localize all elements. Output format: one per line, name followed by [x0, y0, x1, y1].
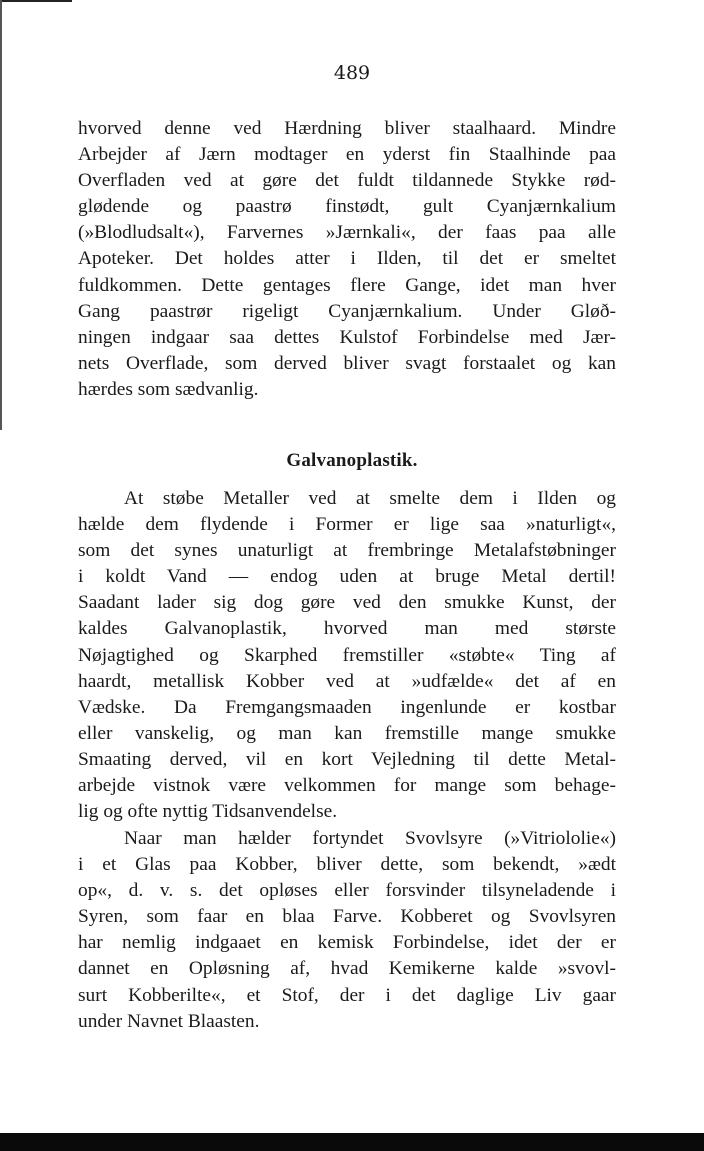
- paragraph-2: [78, 486, 616, 825]
- text-line: Nøjagtighed og Skarphed fremstiller «støbte« Ting af: [78, 644, 616, 666]
- text-line: har nemlig indgaaet en kemisk Forbindelse, idet der er: [78, 932, 616, 954]
- text-line: surt Kobberilte«, et Stof, der i det daglige Liv gaar: [78, 984, 616, 1006]
- text-line: op«, d. v. s. det opløses eller forsvinder tilsyneladende i: [78, 880, 616, 902]
- text-line: haardt, metallisk Kobber ved at »udfælde« det af en: [78, 670, 616, 692]
- paragraph-3: [78, 826, 616, 1035]
- text-line: At støbe Metaller ved at smelte dem i Ilden og: [124, 488, 616, 509]
- text-line: Naar man hælder fortyndet Svovlsyre (»Vitriololie«): [124, 828, 616, 849]
- text-line: Overfladen ved at gøre det fuldt tildannede Stykke rød-: [78, 170, 616, 192]
- page-number: 489: [333, 62, 371, 84]
- text-line: eller vanskelig, og man kan fremstille mange smukke: [78, 722, 616, 744]
- text-line: Saadant lader sig dog gøre ved den smukke Kunst, der: [78, 592, 616, 614]
- text-line: Syren, som faar en blaa Farve. Kobberet og Svovlsyren: [78, 906, 616, 928]
- scan-bottom-border: [0, 1133, 704, 1151]
- text-line: fuldkommen. Dette gentages flere Gange, idet man hver: [78, 274, 616, 296]
- text-line: i et Glas paa Kobber, bliver dette, som bekendt, »ædt: [78, 854, 616, 876]
- text-line: under Navnet Blaasten.: [78, 1010, 260, 1032]
- text-line: ningen indgaar saa dettes Kulstof Forbindelse med Jær-: [78, 326, 616, 348]
- text-line: Apoteker. Det holdes atter i Ilden, til det er smeltet: [78, 248, 616, 270]
- text-line: arbejde vistnok være velkommen for mange som behage-: [78, 775, 616, 797]
- text-line: i koldt Vand — endog uden at bruge Metal dertil!: [78, 566, 616, 588]
- text-line: kaldes Galvanoplastik, hvorved man med største: [78, 618, 616, 640]
- text-line: glødende og paastrø finstødt, gult Cyanjærnkalium: [78, 196, 616, 218]
- text-line: Vædske. Da Fremgangsmaaden ingenlunde er kostbar: [78, 696, 616, 718]
- section-title: Galvanoplastik.: [286, 450, 418, 471]
- text-line: som det synes unaturligt at frembringe Metalafstøbninger: [78, 540, 616, 562]
- text-line: Gang paastrør rigeligt Cyanjærnkalium. Under Gløð-: [78, 300, 616, 322]
- text-line: dannet en Opløsning af, hvad Kemikerne kalde »svovl-: [78, 958, 616, 980]
- paragraph-1: [78, 116, 616, 403]
- top-edge-rule: [0, 0, 72, 2]
- text-line: hvorved denne ved Hærdning bliver staalhaard. Mindre: [78, 118, 616, 139]
- text-line: (»Blodludsalt«), Farvernes »Jærnkali«, der faas paa alle: [78, 222, 616, 244]
- text-line: Smaating derved, vil en kort Vejledning til dette Metal-: [78, 748, 616, 770]
- text-line: hælde dem flydende i Former er lige saa »naturligt«,: [78, 514, 616, 536]
- text-line: Arbejder af Jærn modtager en yderst fin Staalhinde paa: [78, 144, 616, 166]
- text-line: lig og ofte nyttig Tidsanvendelse.: [78, 801, 338, 823]
- text-line: nets Overflade, som derved bliver svagt forstaalet og kan: [78, 352, 616, 374]
- text-line: hærdes som sædvanlig.: [78, 378, 259, 400]
